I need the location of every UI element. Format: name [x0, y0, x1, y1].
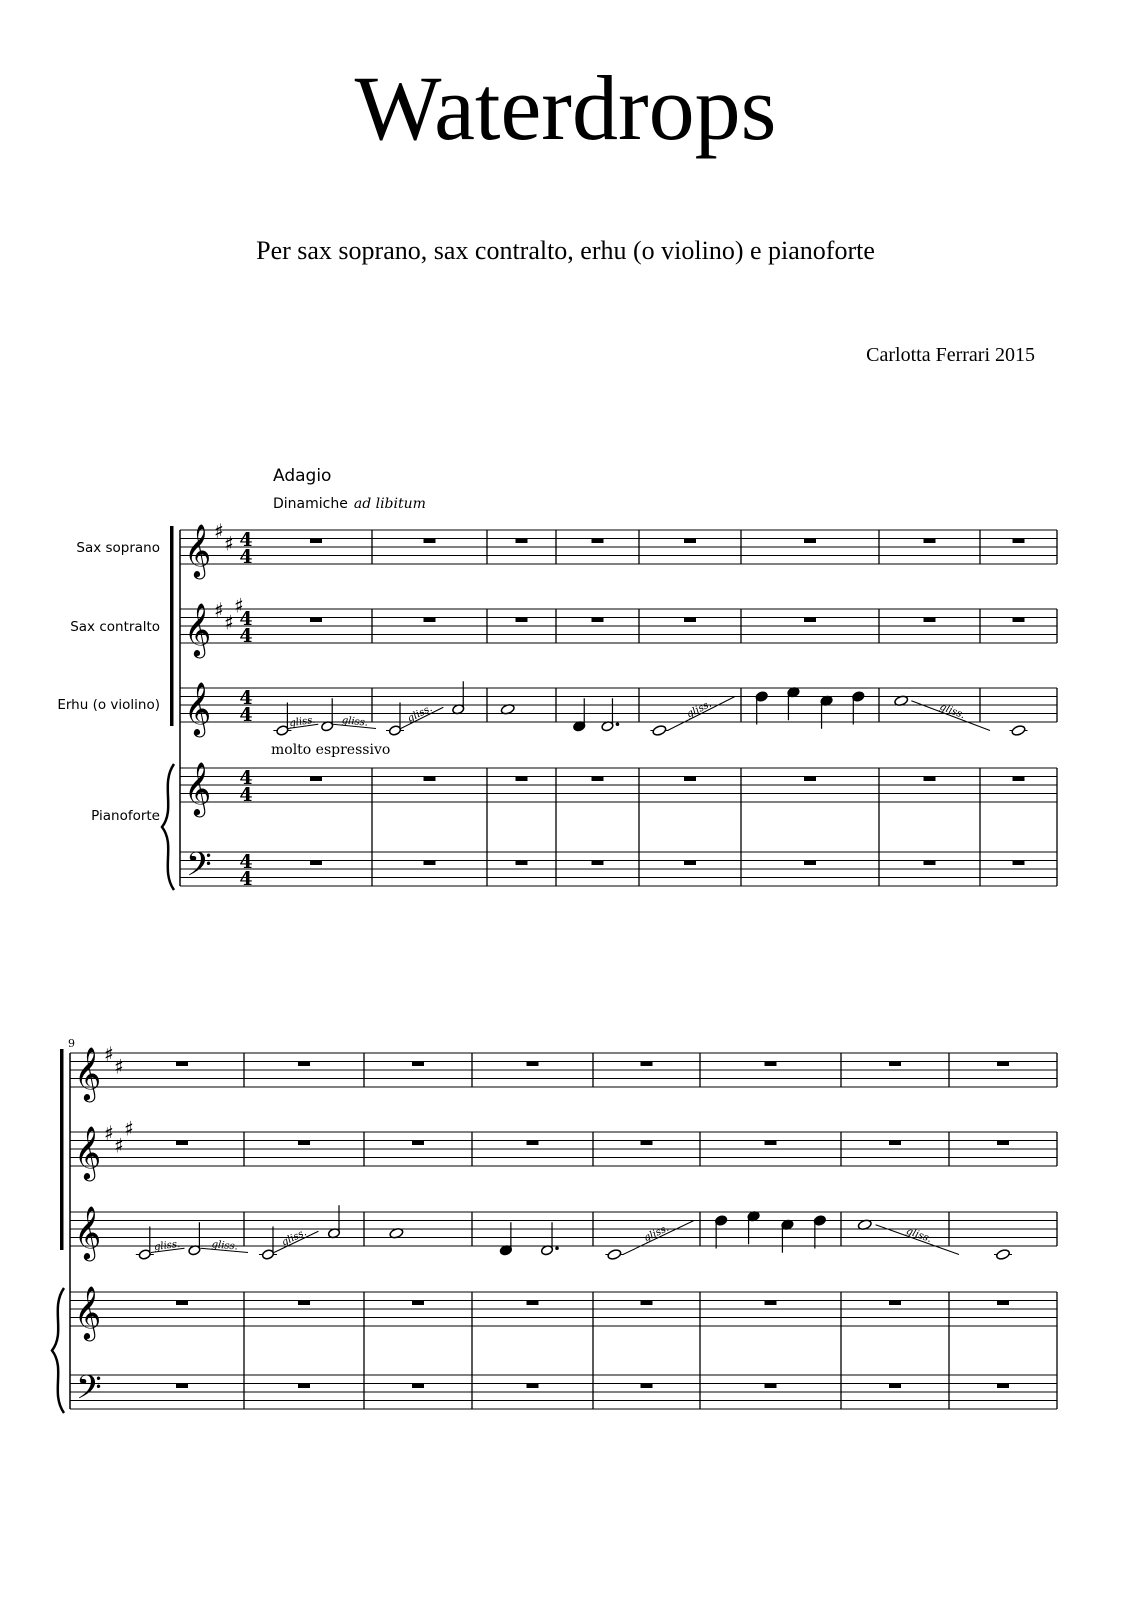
whole-rest: [924, 777, 936, 782]
expression-marking: molto espressivo: [271, 742, 391, 758]
gliss-label: gliss.: [211, 1239, 239, 1253]
whole-rest: [1013, 861, 1025, 866]
whole-rest: [424, 618, 436, 623]
whole-rest: [997, 1062, 1009, 1067]
dynamics-italic: ad libitum: [353, 496, 426, 512]
whole-rest: [997, 1384, 1009, 1389]
whole-rest: [298, 1062, 310, 1067]
whole-rest: [592, 618, 604, 623]
score-subtitle: Per sax soprano, sax contralto, erhu (o violino) e pianoforte: [256, 236, 875, 265]
whole-rest: [684, 618, 696, 623]
whole-rest: [1013, 539, 1025, 544]
system-bracket: [60, 1049, 64, 1250]
time-sig-numerator: 4: [239, 687, 253, 709]
whole-rest: [641, 1141, 653, 1146]
composer-credit: Carlotta Ferrari 2015: [866, 344, 1035, 366]
gliss-label: gliss.: [685, 698, 714, 721]
notehead: [996, 1249, 1011, 1261]
whole-rest: [516, 539, 528, 544]
whole-rest: [641, 1384, 653, 1389]
whole-rest: [412, 1301, 424, 1306]
key-sharp: ♯: [114, 1054, 124, 1079]
whole-rest: [412, 1062, 424, 1067]
time-sig-numerator: 4: [239, 767, 253, 789]
instrument-label-sax-contralto: Sax contralto: [70, 619, 160, 635]
treble-clef: 𝄞: [184, 602, 212, 656]
whole-rest: [592, 861, 604, 866]
whole-rest: [804, 539, 816, 544]
instrument-label-pianoforte: Pianoforte: [91, 808, 160, 824]
time-sig-numerator: 4: [239, 529, 253, 551]
whole-rest: [412, 1384, 424, 1389]
whole-rest: [924, 618, 936, 623]
bass-clef: 𝄢: [76, 1369, 102, 1415]
gliss-label: gliss.: [288, 714, 317, 730]
whole-rest: [804, 618, 816, 623]
instrument-label-erhu: Erhu (o violino): [57, 697, 160, 713]
whole-rest: [765, 1141, 777, 1146]
whole-rest: [684, 861, 696, 866]
whole-rest: [889, 1384, 901, 1389]
time-sig-denominator: 4: [239, 784, 253, 806]
notehead: [652, 725, 667, 737]
whole-rest: [804, 861, 816, 866]
key-sharp: ♯: [104, 1042, 114, 1066]
gliss-label: gliss.: [642, 1222, 671, 1245]
whole-rest: [997, 1141, 1009, 1146]
key-sharp: ♯: [224, 610, 234, 635]
whole-rest: [310, 777, 322, 782]
whole-rest: [527, 1301, 539, 1306]
whole-rest: [298, 1301, 310, 1306]
whole-rest: [310, 539, 322, 544]
system-bracket: [170, 526, 174, 726]
piano-brace: [52, 1288, 64, 1413]
whole-rest: [527, 1062, 539, 1067]
tempo-marking: Adagio: [273, 466, 332, 486]
treble-clef: 𝄞: [184, 761, 212, 815]
whole-rest: [310, 618, 322, 623]
whole-rest: [684, 539, 696, 544]
key-sharp: ♯: [224, 531, 234, 556]
whole-rest: [424, 539, 436, 544]
whole-rest: [924, 861, 936, 866]
whole-rest: [997, 1301, 1009, 1306]
treble-clef: 𝄞: [74, 1205, 102, 1259]
treble-clef: 𝄞: [74, 1285, 102, 1339]
whole-rest: [765, 1384, 777, 1389]
whole-rest: [298, 1141, 310, 1146]
treble-clef: 𝄞: [74, 1125, 102, 1179]
time-sig-numerator: 4: [239, 608, 253, 630]
whole-rest: [804, 777, 816, 782]
treble-clef: 𝄞: [184, 523, 212, 577]
gliss-label: gliss.: [341, 715, 369, 729]
whole-rest: [1013, 777, 1025, 782]
whole-rest: [176, 1384, 188, 1389]
key-sharp: ♯: [214, 519, 224, 543]
whole-rest: [641, 1062, 653, 1067]
key-sharp: ♯: [124, 1116, 134, 1141]
time-sig-denominator: 4: [239, 868, 253, 890]
notehead: [1011, 725, 1026, 737]
time-sig-denominator: 4: [239, 625, 253, 647]
bass-clef: 𝄢: [186, 846, 212, 892]
instrument-label-sax-soprano: Sax soprano: [76, 540, 160, 556]
whole-rest: [424, 777, 436, 782]
time-sig-numerator: 4: [239, 851, 253, 873]
whole-rest: [298, 1384, 310, 1389]
key-sharp: ♯: [104, 1121, 114, 1145]
whole-rest: [516, 861, 528, 866]
whole-rest: [176, 1301, 188, 1306]
dynamics-prefix: Dinamiche: [273, 496, 348, 512]
gliss-label: gliss.: [904, 1225, 934, 1245]
whole-rest: [176, 1062, 188, 1067]
whole-rest: [924, 539, 936, 544]
time-sig-denominator: 4: [239, 546, 253, 568]
gliss-label: gliss.: [405, 703, 435, 725]
whole-rest: [1013, 618, 1025, 623]
measure-number: 9: [68, 1037, 75, 1050]
whole-rest: [176, 1141, 188, 1146]
augmentation-dot: [555, 1246, 559, 1250]
whole-rest: [592, 539, 604, 544]
whole-rest: [684, 777, 696, 782]
whole-rest: [765, 1301, 777, 1306]
whole-rest: [516, 777, 528, 782]
whole-rest: [765, 1062, 777, 1067]
whole-rest: [592, 777, 604, 782]
treble-clef: 𝄞: [74, 1046, 102, 1100]
key-sharp: ♯: [114, 1133, 124, 1158]
whole-rest: [527, 1384, 539, 1389]
piano-brace: [162, 764, 174, 890]
whole-rest: [889, 1301, 901, 1306]
key-sharp: ♯: [234, 593, 244, 618]
whole-rest: [424, 861, 436, 866]
gliss-label: gliss.: [938, 701, 967, 722]
whole-rest: [889, 1062, 901, 1067]
gliss-label: gliss.: [153, 1238, 181, 1254]
whole-rest: [527, 1141, 539, 1146]
notehead: [607, 1249, 622, 1261]
whole-rest: [310, 861, 322, 866]
whole-rest: [516, 618, 528, 623]
augmentation-dot: [616, 722, 620, 726]
key-sharp: ♯: [214, 598, 224, 622]
score-title: Waterdrops: [354, 57, 777, 159]
gliss-label: gliss.: [280, 1227, 309, 1249]
whole-rest: [641, 1301, 653, 1306]
whole-rest: [412, 1141, 424, 1146]
whole-rest: [889, 1141, 901, 1146]
treble-clef: 𝄞: [184, 681, 212, 735]
time-sig-denominator: 4: [239, 704, 253, 726]
